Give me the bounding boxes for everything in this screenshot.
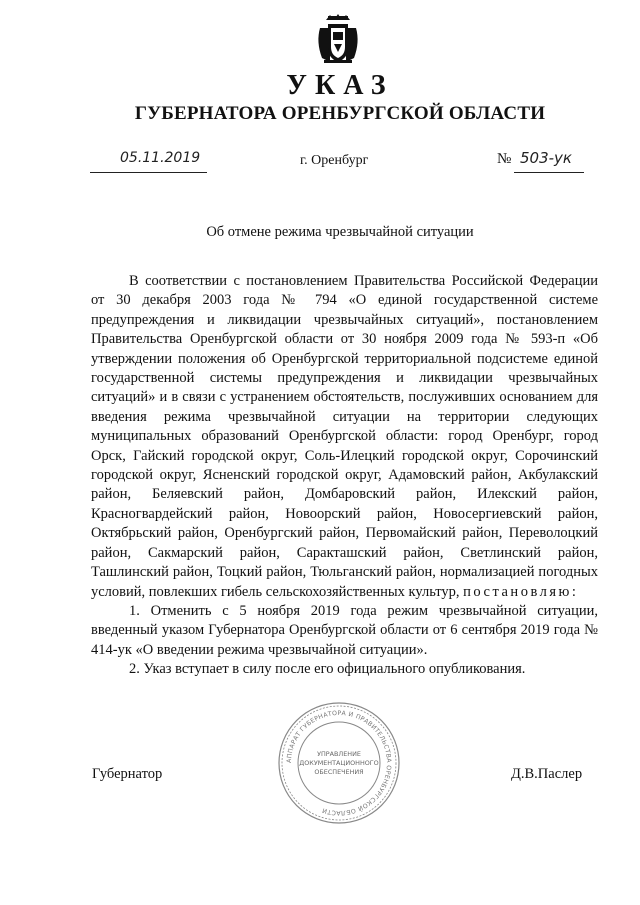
number-label: №: [497, 151, 512, 167]
document-date: 05.11.2019: [120, 150, 201, 166]
preamble-text: В соответствии с постановлением Правительства Российской Федерации от 30 декабря 2003 года № 794 «О единой государственной системе предупреждения и ликвидации чрезвычайных ситуаций», постановлением Правительства Оренбургской области от 30 ноября 2009 года № 593-п «Об утверждении положения об Оренбургской территориальной подсистеме единой государственной системы предупреждения и ликвидации чрезвычайных ситуаций» и в связи с устранением обстоятельств, послуживших основанием для введения режима чрезвычайной ситуации на территории следующих муниципальных образований Оренбургской области: город Оренбург, город Орск, Гайский городской округ, Соль-Илецкий городской округ, Сорочинский городской округ, Ясненский городской округ, Адамовский район, Акбулакский район, Беляевский район, Домбаровский район, Илекский район, Красногвардейский район, Новоорский район, Новосергиевский район, Октябрьский район, Оренбургский район, Первомайский район, Переволоцкий район, Сакмарский район, Саракташский район, Светлинский район, Ташлинский район, Тоцкий район, Тюльганский район, нормализацией погодных условий, повлекших гибель сельскохозяйственных культур,: [91, 273, 598, 600]
document-type: УКАЗ: [286, 70, 394, 101]
round-seal-stamp-icon: [276, 700, 402, 826]
svg-text:ДОКУМЕНТАЦИОННОГО: ДОКУМЕНТАЦИОННОГО: [299, 759, 379, 767]
date-field: [90, 148, 207, 173]
item-2: 2. Указ вступает в силу после его официального опубликования.: [129, 661, 526, 678]
document-number: 503-ук: [520, 149, 572, 167]
issuer-title: ГУБЕРНАТОРА ОРЕНБУРГСКОЙ ОБЛАСТИ: [134, 103, 546, 124]
signatory-name: Д.В.Паслер: [511, 766, 583, 782]
svg-text:УПРАВЛЕНИЕ: УПРАВЛЕНИЕ: [317, 750, 361, 758]
preamble-paragraph: [91, 272, 598, 602]
number-field: [514, 148, 584, 173]
item-1: 1. Отменить с 5 ноября 2019 года режим чрезвычайной ситуации, введенный указом Губернатора Оренбургской области от 6 сентября 2019 года № 414-ук «О введении режима чрезвычайной ситуации».: [91, 602, 598, 658]
signatory-position: Губернатор: [92, 766, 163, 782]
decree-word: постановляю:: [463, 583, 579, 600]
document-city: г. Оренбург: [300, 153, 369, 168]
document-body: [91, 272, 598, 680]
svg-text:АППАРАТ ГУБЕРНАТОРА И ПРАВИТЕЛ: АППАРАТ ГУБЕРНАТОРА И ПРАВИТЕЛЬСТВА ОРЕНБУРГСКОЙ ОБЛАСТИ: [285, 709, 393, 817]
document-subject: Об отмене режима чрезвычайной ситуации: [206, 224, 474, 240]
svg-text:ОБЕСПЕЧЕНИЯ: ОБЕСПЕЧЕНИЯ: [314, 768, 364, 776]
coat-of-arms-icon: [316, 14, 360, 64]
